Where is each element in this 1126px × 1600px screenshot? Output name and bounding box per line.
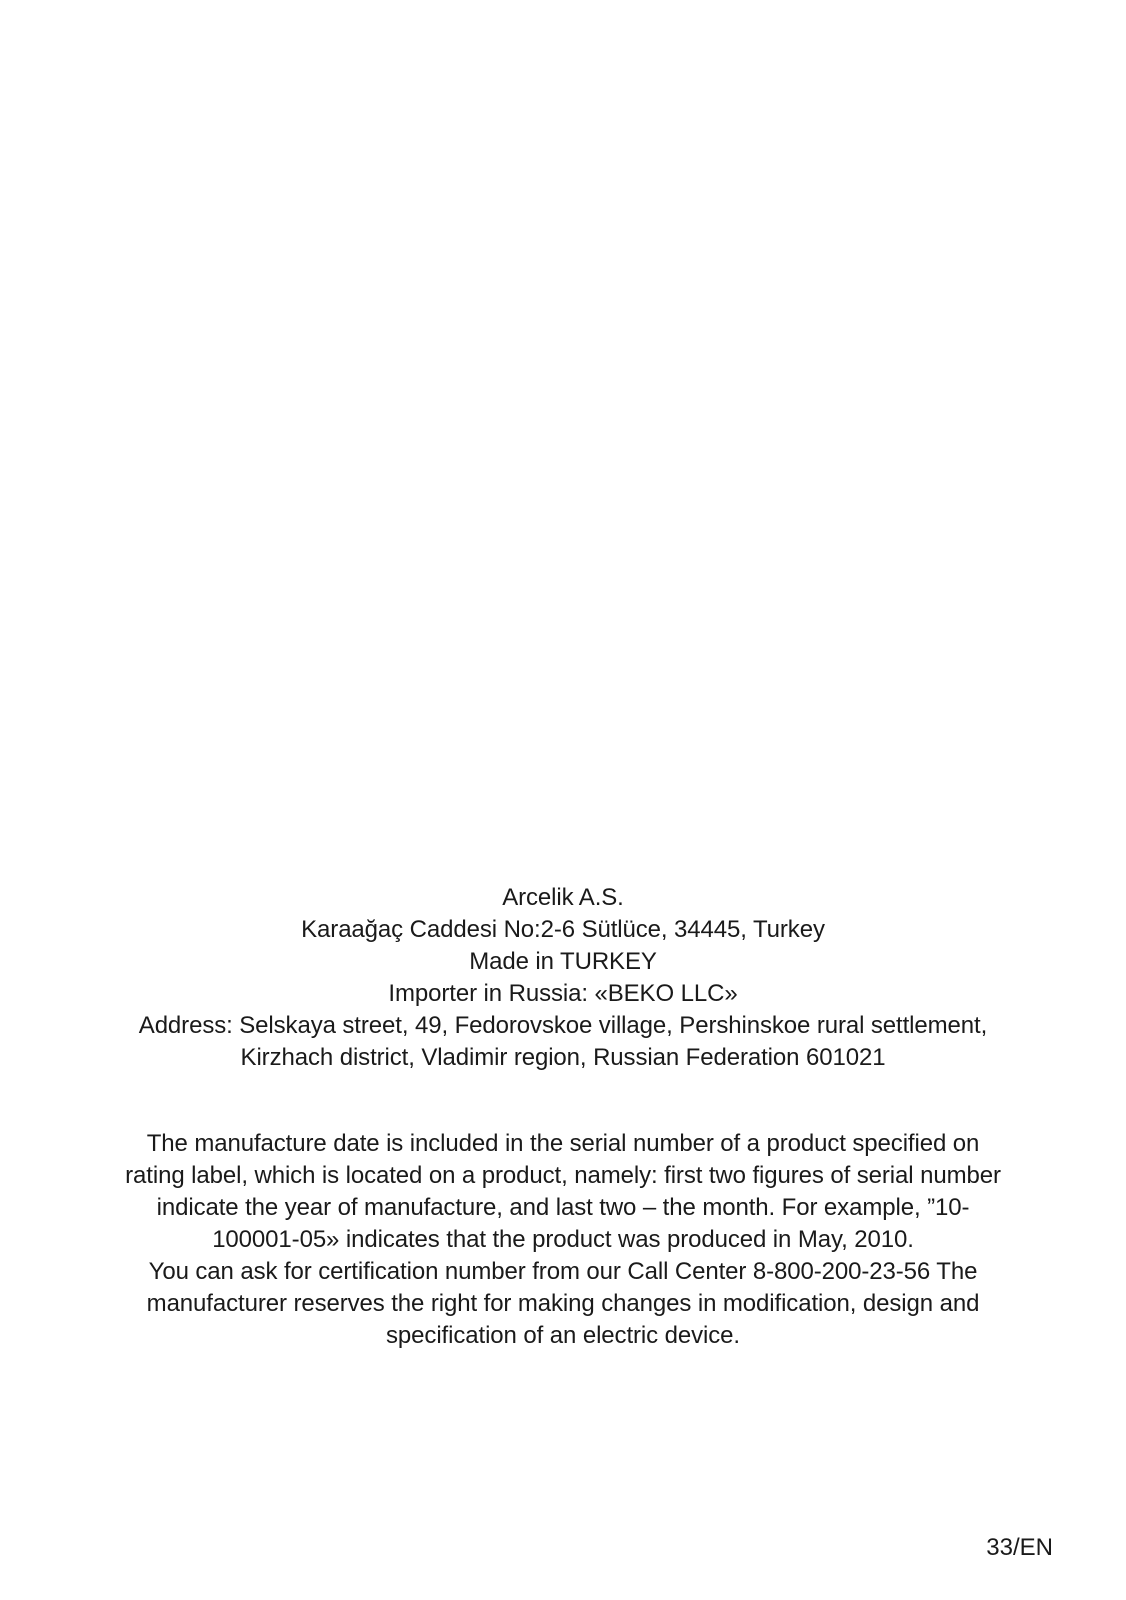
manufacture-date-notice <box>60 1128 1066 1352</box>
notice-line: 100001-05» indicates that the product was produced in May, 2010. <box>212 1226 914 1253</box>
manufacturer-address-block <box>60 882 1066 1074</box>
page-number: 33/EN <box>986 1534 1053 1561</box>
notice-line: specification of an electric device. <box>386 1322 740 1349</box>
company-name: Arcelik A.S. <box>502 884 624 911</box>
importer-name: Importer in Russia: «BEKO LLC» <box>388 980 738 1007</box>
importer-address-line-1: Address: Selskaya street, 49, Fedorovskoe village, Pershinskoe rural settlement, <box>138 1012 988 1039</box>
notice-line: rating label, which is located on a product, namely: first two figures of serial number <box>125 1162 1001 1189</box>
notice-line: manufacturer reserves the right for making changes in modification, design and <box>146 1290 980 1317</box>
country-of-origin: Made in TURKEY <box>469 948 657 975</box>
importer-address-line-2: Kirzhach district, Vladimir region, Russian Federation 601021 <box>240 1044 886 1071</box>
notice-line: The manufacture date is included in the serial number of a product specified on <box>146 1130 980 1157</box>
notice-line: indicate the year of manufacture, and last two – the month. For example, ”10- <box>156 1194 970 1221</box>
notice-line: You can ask for certification number from our Call Center 8-800-200-23-56 The <box>148 1258 978 1285</box>
company-street-address: Karaağaç Caddesi No:2-6 Sütlüce, 34445, Turkey <box>301 916 825 943</box>
